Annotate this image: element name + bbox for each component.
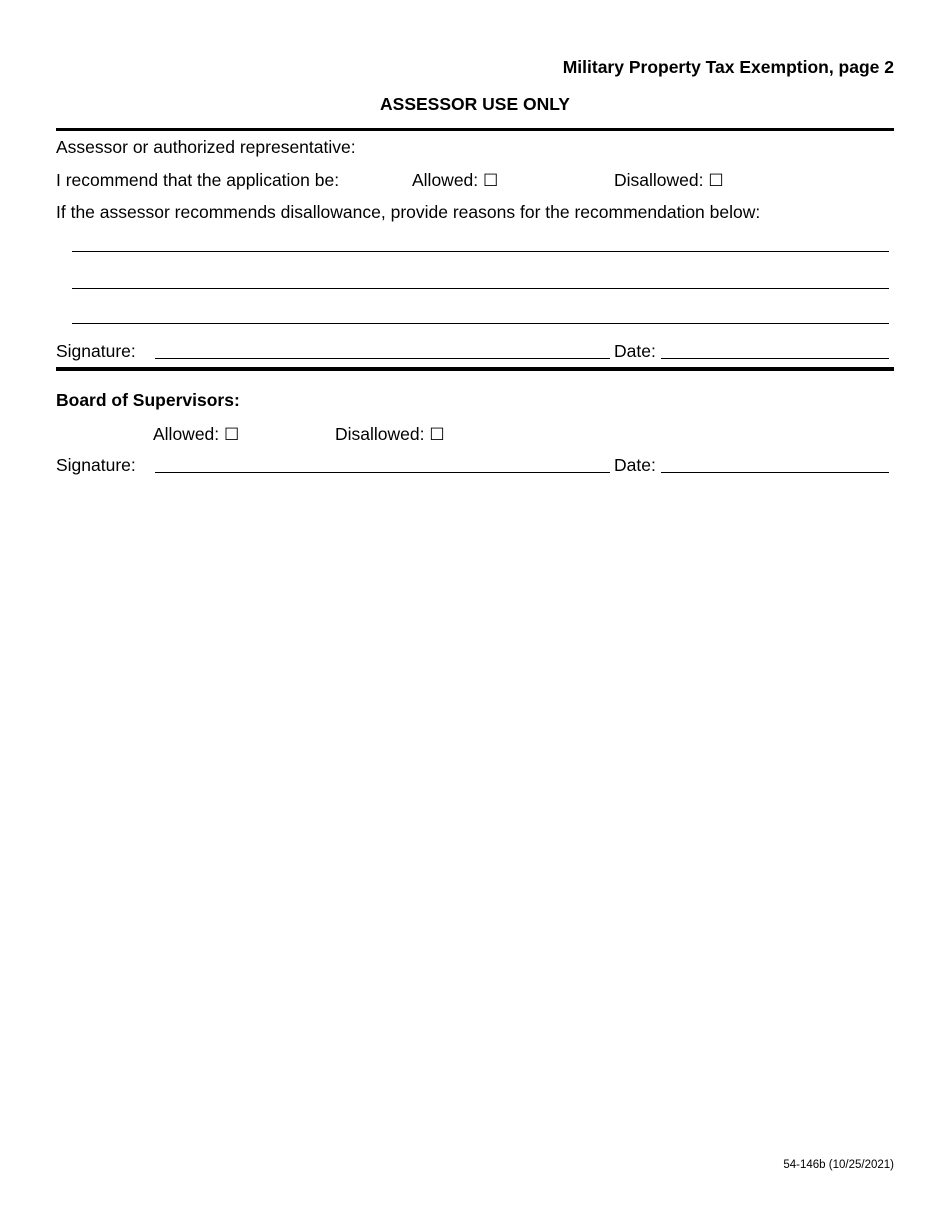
assessor-signature-label: Signature: <box>56 341 136 361</box>
top-divider <box>56 128 894 131</box>
allowed-label: Allowed: <box>412 170 479 190</box>
form-number: 54-146b (10/25/2021) <box>783 1159 894 1171</box>
assessor-allowed-option[interactable] <box>412 170 498 191</box>
board-disallowed-checkbox[interactable]: ☐ <box>429 425 445 444</box>
board-allowed-checkbox[interactable]: ☐ <box>224 425 240 444</box>
reasons-prompt: If the assessor recommends disallowance, provide reasons for the recommendation below: <box>56 202 761 222</box>
assessor-date-label: Date: <box>614 341 656 361</box>
disallowed-checkbox[interactable]: ☐ <box>708 171 724 190</box>
board-allowed-label: Allowed: <box>153 424 220 444</box>
board-signature-field[interactable] <box>155 472 610 473</box>
disallowed-label: Disallowed: <box>614 170 704 190</box>
assessor-disallowed-option[interactable] <box>614 170 724 191</box>
reason-line-1[interactable] <box>72 251 889 252</box>
assessor-date-field[interactable] <box>661 358 889 359</box>
assessor-signature-field[interactable] <box>155 358 610 359</box>
board-heading: Board of Supervisors: <box>56 390 240 410</box>
board-signature-label: Signature: <box>56 455 136 475</box>
board-disallowed-option[interactable] <box>335 424 445 445</box>
board-date-field[interactable] <box>661 472 889 473</box>
page-title: Military Property Tax Exemption, page 2 <box>562 57 894 77</box>
board-date-label: Date: <box>614 455 656 475</box>
board-disallowed-label: Disallowed: <box>335 424 425 444</box>
assessor-label: Assessor or authorized representative: <box>56 137 356 157</box>
section-title: ASSESSOR USE ONLY <box>380 94 570 114</box>
board-allowed-option[interactable] <box>153 424 239 445</box>
recommend-label: I recommend that the application be: <box>56 170 340 190</box>
reason-line-2[interactable] <box>72 288 889 289</box>
section-divider <box>56 367 894 371</box>
reason-line-3[interactable] <box>72 323 889 324</box>
allowed-checkbox[interactable]: ☐ <box>483 171 499 190</box>
